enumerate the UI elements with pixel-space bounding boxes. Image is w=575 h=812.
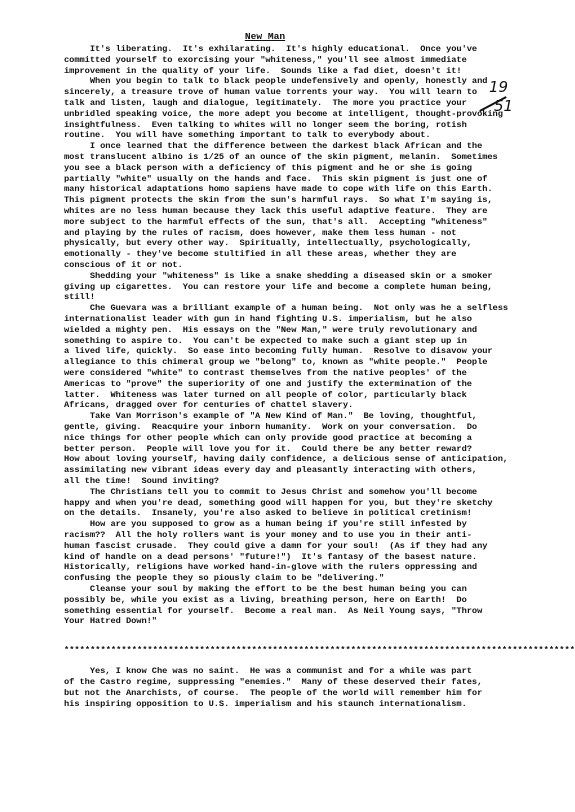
text-line: Che Guevara was a brilliant example of a human being. Not only was he a selfless — [64, 303, 509, 314]
text-line: internationalist leader with gun in hand fighting U.S. imperialism, but he also — [64, 314, 472, 324]
page-title: New Man — [244, 31, 286, 42]
text-line: confusing the people they so piously claim to be "delivering." — [64, 573, 385, 584]
text-line: something to aspire to. You can't be expected to make such a giant step up in — [64, 335, 467, 346]
text-line: The Christians tell you to commit to Jesus Christ and somehow you'll become — [64, 486, 478, 497]
text-line: sincerely, a treasure trove of human value torrents your way. You will learn to — [64, 87, 478, 98]
text-line: possibly be, while you exist as a living, breathing person, here on Earth! Do — [64, 594, 467, 605]
text-line: committed yourself to exorcising your "whiteness," you'll see almost immediate — [64, 54, 467, 65]
text-line: assimilating new vibrant ideas every day and pleasantly interacting with others, — [64, 465, 478, 476]
text-line: partially "white" usually on the hands and face. This skin pigment is just one of — [64, 173, 488, 184]
text-line: Cleanse your soul by making the effort to be the best human being you can — [64, 584, 467, 594]
text-line: giving up cigarettes. You can restore your life and become a complete human being, — [64, 281, 493, 292]
text-line: allegiance to this chimeral group we "belong" to, known as "white people." People — [64, 357, 488, 368]
text-line: more subject to the harmful effects of the sun, that's all. Accepting "whiteness" — [64, 216, 488, 227]
text-line: When you begin to talk to black people undefensively and openly, honestly and — [64, 76, 488, 87]
text-line: This pigment protects the skin from the sun's harmful rays. So what I'm saying is, — [64, 195, 493, 206]
text-line: conscious of it or not. — [64, 260, 183, 270]
afterword-line: but not the Anarchists, of course. The people of the world will remember him for — [64, 688, 483, 698]
text-line: improvement in the quality of your life. Sounds like a fad diet, doesn't it! — [64, 65, 462, 76]
text-line: most translucent albino is 1/25 of an ounce of the skin pigment, melanin. Sometimes — [64, 152, 498, 162]
handwritten-page-number: 19 — [489, 78, 509, 96]
text-line: Africans, dragged over for centuries of chattel slavery. — [64, 400, 354, 411]
text-line: unbridled speaking voice, the more adept you become at intelligent, thought-provoking — [64, 108, 503, 119]
text-line: Americas to "prove" the superiority of one and justify the extermination of the — [64, 378, 472, 389]
text-line: How about loving yourself, having daily confidence, a delicious sense of anticipation, — [64, 454, 509, 465]
text-line: nice things for other people which can only provide good practice at becoming a — [64, 432, 472, 443]
afterword-line: Yes, I know Che was no saint. He was a communist and for a while was part — [64, 666, 472, 676]
text-line: still! — [64, 292, 95, 303]
text-line: all the time! Sound inviting? — [64, 476, 219, 486]
text-line: better person. People will love you for it. Could there be any better reward? — [64, 443, 472, 454]
text-line: Take Van Morrison's example of "A New Kind of Man." Be loving, thoughtful, — [64, 411, 478, 422]
afterword-line: his inspiring opposition to U.S. imperialism and his staunch internationalism. — [64, 699, 467, 709]
text-line: physically, but every other way. Spiritually, intellectually, psychologically, — [64, 238, 472, 249]
text-line: gentle, giving. Reacquire your inborn humanity. Work on your conversation. Do — [64, 422, 478, 432]
text-line: latter. Whiteness was later turned on all people of color, particularly black — [64, 389, 467, 400]
text-line: Shedding your "whiteness" is like a snake shedding a diseased skin or a smoker — [64, 270, 493, 281]
separator-line: ************************************************************************************************** — [64, 645, 575, 655]
text-line: you see a black person with a deficiency of this pigment and he or she is going — [64, 162, 472, 173]
text-line: human fascist crusade. They could give a damn for your soul! (As if they had any — [64, 540, 488, 551]
text-line: emotionally - they've become stultified in all these areas, whether they are — [64, 249, 457, 260]
text-line: whites are no less human because they lack this useful adaptive feature. They are — [64, 206, 488, 216]
text-line: were considered "white" to contrast themselves from the native peoples' of the — [64, 368, 467, 378]
text-line: talk and listen, laugh and dialogue, legitimately. The more you practice your — [64, 98, 467, 108]
text-line: It's liberating. It's exhilarating. It's highly educational. Once you've — [64, 44, 478, 54]
text-line: happy and when you're dead, something good will happen for you, but they're sketchy — [64, 497, 493, 508]
text-line: a lived life, quickly. So ease into becoming fully human. Resolve to disavow your — [64, 346, 493, 357]
text-line: many historical adaptations homo sapiens have made to cope with life on this Earth. — [64, 184, 493, 195]
text-line: something essential for yourself. Become a real man. As Neil Young says, "Throw — [64, 605, 483, 616]
text-line: and playing by the rules of racism, does however, make them less human - not — [64, 227, 457, 238]
text-line: wielded a mighty pen. His essays on the "New Man," were truly revolutionary and — [64, 324, 478, 335]
text-line: How are you supposed to grow as a human being if you're still infested by — [64, 519, 467, 530]
text-line: Your Hatred Down!" — [64, 616, 157, 627]
text-line: insightfulness. Even talking to whites will no longer seem the boring, rotish — [64, 119, 467, 130]
afterword-line: of the Castro regime, suppressing "enemies." Many of these deserved their fates, — [64, 677, 483, 687]
text-line: on the details. Insanely, you're also asked to believe in political cretinism! — [64, 508, 472, 519]
text-line: I once learned that the difference between the darkest black African and the — [64, 141, 483, 152]
text-line: racism?? All the holy rollers want is your money and to use you in their anti- — [64, 530, 472, 540]
handwritten-page-total: 51 — [494, 97, 514, 115]
text-line: kind of handle on a dead persons' "future!") It's fantasy of the basest nature. — [64, 551, 478, 562]
text-line: routine. You will have something important to talk to everybody about. — [64, 130, 431, 141]
text-line: Historically, religions have worked hand-in-glove with the rulers oppressing and — [64, 562, 478, 573]
